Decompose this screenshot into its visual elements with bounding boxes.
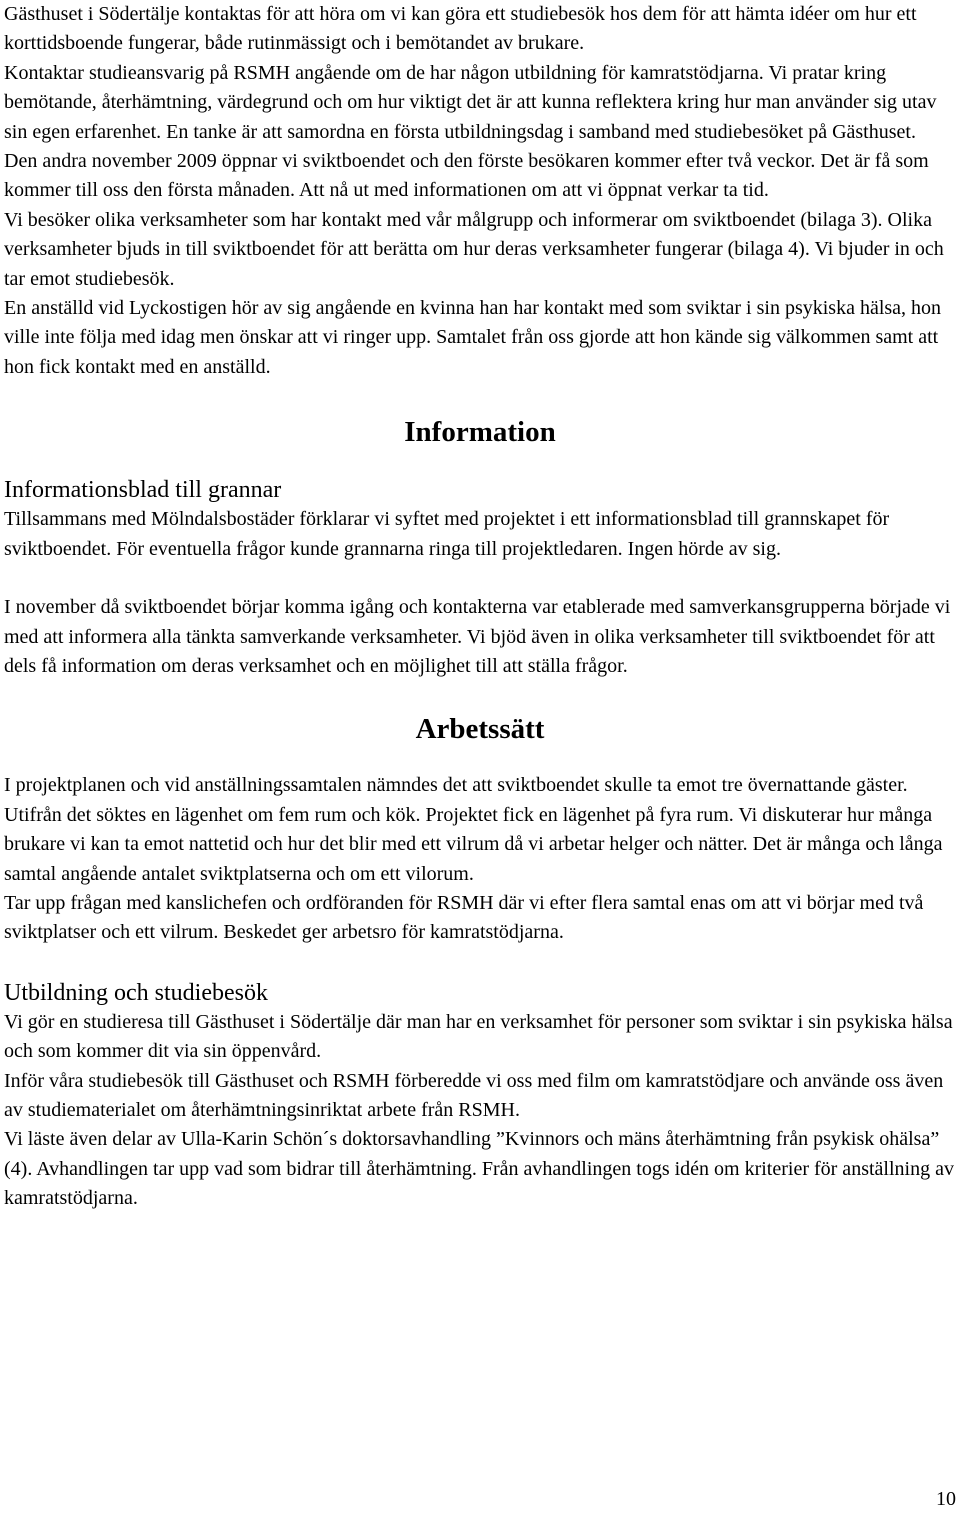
paragraph-lyckostigen: En anställd vid Lyckostigen hör av sig angående en kvinna han har kontakt med som sviktar i sin psykiska hälsa, hon ville inte följa med idag men önskar att vi ringer upp. Samtalet från oss gjorde att hon kände sig välkommen samt att hon fick kontakt med en anställd. xyxy=(4,297,942,378)
subheading-utbildning: Utbildning och studiebesök xyxy=(4,979,268,1006)
spacer xyxy=(4,948,956,978)
paragraph-visits: Vi besöker olika verksamheter som har kontakt med vår målgrupp och informerar om sviktboendet (bilaga 3). Olika verksamheter bjuds in till sviktboendet för att berätta om hur deras verksamheter fungerar (bilaga 4). Vi bjuder in och tar emot studiebesök. xyxy=(4,208,944,290)
paragraph-film: Inför våra studiebesök till Gästhuset och RSMH förberedde vi oss med film om kamratstödjare och använde oss även av studiematerialet om återhämtningsinriktat arbete från RSMH. xyxy=(4,1069,944,1121)
paragraph-avhandling: Vi läste även delar av Ulla-Karin Schön´s doktorsavhandling ”Kvinnors och mäns återhämtning från psykisk ohälsa” (4). Avhandlingen tar upp vad som bidrar till återhämtning. Från avhandlingen togs idén om kriterier för anställning av kamratstödjarna. xyxy=(4,1128,954,1210)
heading-information: Information xyxy=(404,416,556,449)
spacer xyxy=(4,681,956,711)
paragraph-projektplan: I projektplanen och vid anställningssamtalen nämndes det att sviktboendet skulle ta emot tre övernattande gäster. Utifrån det söktes en lägenhet om fem rum och kök. Projektet fick en lägenhet på fyra rum. Vi diskuterar hur många brukare vi kan ta emot nattetid och hur det blir med ett vilrum då vi arbetar helger och nätter. Det är många och långa samtal angående antalet sviktplatserna och om ett vilorum. xyxy=(4,774,943,885)
subheading-informationsblad: Informationsblad till grannar xyxy=(4,477,282,504)
paragraph-gasthuset-contact: Gästhuset i Södertälje kontaktas för att höra om vi kan göra ett studiebesök hos dem för att hämta idéer om hur ett korttidsboende fungerar, både rutinmässigt och i bemötandet av brukare. xyxy=(4,3,917,55)
spacer xyxy=(4,564,956,593)
heading-arbetssatt: Arbetssätt xyxy=(415,713,545,746)
paragraph-studieresa: Vi gör en studieresa till Gästhuset i Södertälje där man har en verksamhet för personer som sviktar i sin psykiska hälsa och som kommer dit via sin öppenvård. xyxy=(4,1010,953,1063)
paragraph-informationsblad: Tillsammans med Mölndalsbostäder förklarar vi syftet med projektet i ett informationsblad till grannskapet för sviktboendet. För eventuella frågor kunde grannarna ringa till projektledaren. Ingen hörde av sig. xyxy=(4,508,890,560)
spacer xyxy=(4,450,956,475)
spacer xyxy=(4,382,956,414)
paragraph-rsmh-training: Kontaktar studieansvarig på RSMH angående om de har någon utbildning för kamratstödjarna. Vi pratar kring bemötande, återhämtning, värdegrund och om hur viktigt det är att kunna reflektera kring hur man använder sig utav sin egen erfarenhet. En tanke är att samordna en första utbildningsdag i samband med studiebesöket på Gästhuset. xyxy=(4,61,937,143)
paragraph-november-info: I november då sviktboendet börjar komma igång och kontakterna var etablerade med samverkansgrupperna började vi med att informera alla tänkta samverkande verksamheter. Vi bjöd även in olika verksamheter till sviktboendet för att dels få information om deras verksamhet och en möjlighet till att ställa frågor. xyxy=(4,596,951,677)
paragraph-kanslichef: Tar upp frågan med kanslichefen och ordföranden för RSMH där vi efter flera samtal enas om att vi börjar med två sviktplatser och ett vilrum. Beskedet ger arbetsro för kamratstödjarna. xyxy=(4,891,924,944)
spacer xyxy=(4,747,956,771)
document-page xyxy=(4,0,956,1214)
page-number: 10 xyxy=(936,1488,956,1510)
paragraph-opening: Den andra november 2009 öppnar vi sviktboendet och den förste besökaren kommer efter två veckor. Det är få som kommer till oss den första månaden. Att nå ut med informationen om att vi öppnat verkar ta tid. xyxy=(4,150,929,202)
